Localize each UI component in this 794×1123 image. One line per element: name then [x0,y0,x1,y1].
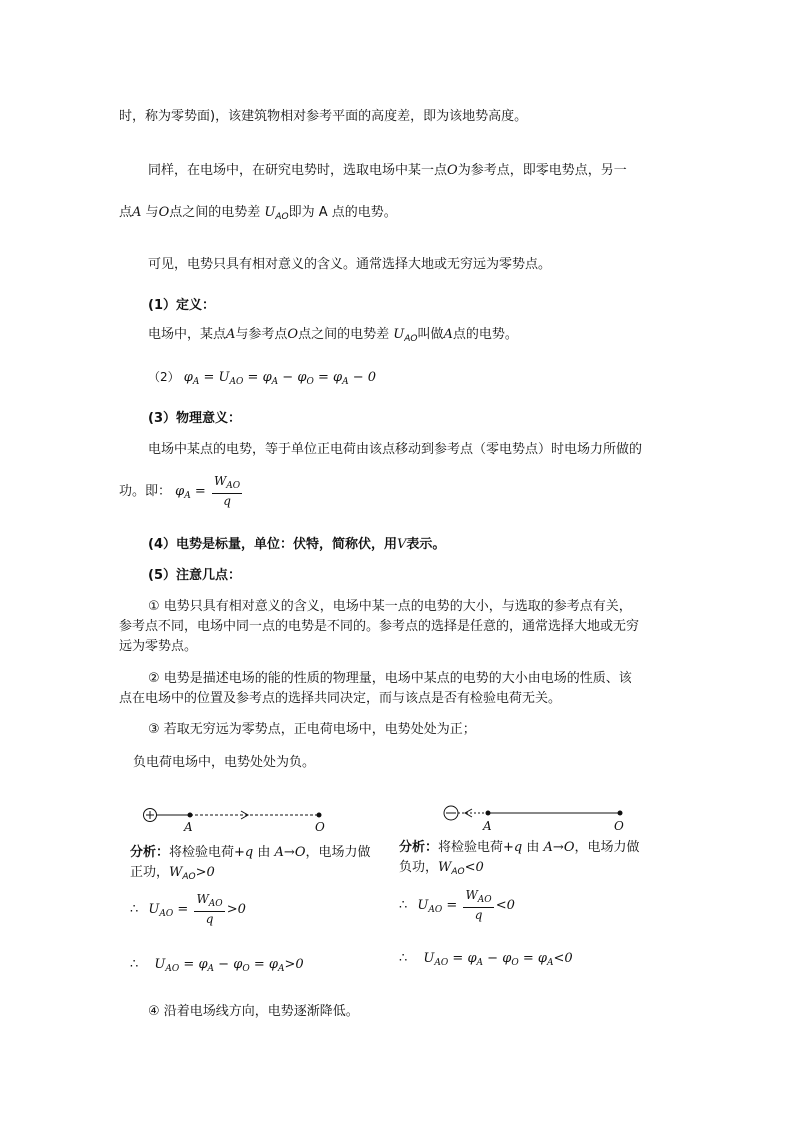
note-1-line-2: 参考点不同，电场中同一点的电势是不同的。参考点的选择是任意的，通常选择大地或无穷 [119,619,640,634]
path: A→O [274,845,306,860]
intro-text: 时，称为零势面)，该建筑物相对参考平面的高度差，即为该地势高度。 [119,109,528,124]
text: 点的电势。 [452,327,518,342]
text: (4）电势是标量，单位：伏特，简称伏，用 [148,537,397,552]
symbol-o: O [447,163,458,178]
text: 负功， [399,860,439,875]
phi: φ [183,370,193,385]
label-o: O [315,820,325,834]
formula-label: （2） [148,370,180,384]
symbol-u: U [264,205,276,220]
path: A→O [543,840,575,855]
comparison: <0 [464,860,484,875]
subscript: AO [182,872,196,882]
therefore-symbol: ∴ [130,957,139,972]
symbol-o: O [158,205,170,220]
text: 同样，在电场中，在研究电势时，选取电场中某一点 [148,163,448,178]
text: 叫做 [417,327,444,342]
subscript: AO [404,334,418,344]
comparison: >0 [284,957,304,972]
text: 由 [526,840,540,855]
symbol-q: q [244,845,254,860]
fraction-w-over-q: $\frac{W_{AO}}{q}$ [213,474,241,508]
label-a: A [184,820,193,834]
text: 可见，电势只具有相对意义的含义。通常选择大地或无穷远为零势点。 [148,257,552,272]
text: 将检验电荷+ [169,845,245,860]
text: 表示。 [406,537,446,552]
point-a [486,811,491,816]
therefore-symbol: ∴ [130,902,139,917]
note-2-line-1: ② 电势是描述电场的能的性质的物理量，电场中某点的电势的大小由电场的性质、该 [148,671,632,686]
text: ，电场力做 [574,840,640,855]
analysis-label: 分析： [130,845,170,860]
symbol-q: q [513,840,523,855]
comparison: >0 [226,902,246,917]
text: 点之间的电势差 [298,327,390,342]
positive-charge-diagram [144,809,326,835]
heading-notes: (5）注意几点： [148,568,241,583]
text: 功。即： [119,484,172,499]
text: ，电场力做 [305,845,371,860]
label-a: A [483,819,492,833]
right-analysis-line-2 [399,859,484,881]
left-formula-2: ∴ $U_{AO} = \varphi_A - \varphi_O = \varphi_A>0$ [130,957,304,974]
point-o [618,811,623,816]
heading-definition: (1）定义： [148,298,215,313]
point-a [188,813,193,818]
symbol-w: W [169,865,183,880]
right-formula-2: ∴ $U_{AO} = \varphi_A - \varphi_O = \varphi_A<0$ [399,951,573,968]
note-3-line-2: 负电荷电场中，电势处处为负。 [133,755,316,770]
note-2-line-2: 点在电场中的位置及参考点的选择共同决定，而与该点是否有检验电荷无关。 [119,691,562,706]
subscript: AO [451,867,465,877]
label-o: O [614,819,624,833]
note-4-line: ④ 沿着电场线方向，电势逐渐降低。 [148,1004,359,1019]
negative-charge-diagram [444,806,624,833]
therefore-symbol: ∴ [399,898,408,913]
therefore-symbol: ∴ [399,951,408,966]
text: 即为 A 点的电势。 [288,205,397,220]
symbol-o: O [287,327,299,342]
subscript: AO [275,212,289,222]
text: 与 [145,205,159,220]
left-formula-1: ∴ $U_{AO}$ = $\frac{W_{AO}}{q}$ >0 [130,892,246,926]
text: 由 [257,845,271,860]
symbol-u: U [393,327,405,342]
point-o [317,813,322,818]
comparison: >0 [195,865,215,880]
phi-a: $\varphi_A$ = [175,484,206,501]
note-1-line-1: ① 电势只具有相对意义的含义，电场中某一点的电势的大小，与选取的参考点有关， [148,599,632,614]
text: 与参考点 [235,327,288,342]
symbol-a: A [226,327,236,342]
symbol-v: V [397,537,407,552]
comparison: <0 [495,898,515,913]
note-3-line-1: ③ 若取无穷远为零势点，正电荷电场中，电势处处为正； [148,722,476,737]
text: 为参考点，即零电势点，另一 [457,163,627,178]
note-1-line-3: 远为零势点。 [119,639,198,654]
symbol-a: A [132,205,142,220]
text: 将检验电荷+ [438,840,514,855]
text: 正功， [130,865,170,880]
left-analysis-line-1 [130,844,371,862]
formula-2: $\varphi_A = U_{AO} = \varphi_A - \varphi_O = \varphi_A - 0$ [183,370,377,387]
analysis-label: 分析： [399,840,439,855]
text: 点之间的电势差 [169,205,261,220]
heading-meaning: (3）物理意义： [148,411,241,426]
comparison: <0 [553,951,573,966]
right-analysis-line-1 [399,839,640,857]
left-analysis-line-2 [130,864,215,886]
text: 电场中某点的电势，等于单位正电荷由该点移动到参考点（零电势点）时电场力所做的 [148,442,643,457]
text: 点 [119,205,133,220]
symbol-w: W [438,860,452,875]
right-formula-1: ∴ $U_{AO}$ = $\frac{W_{AO}}{q}$ <0 [399,888,515,922]
symbol-a: A [443,327,453,342]
text: 电场中，某点 [148,327,227,342]
